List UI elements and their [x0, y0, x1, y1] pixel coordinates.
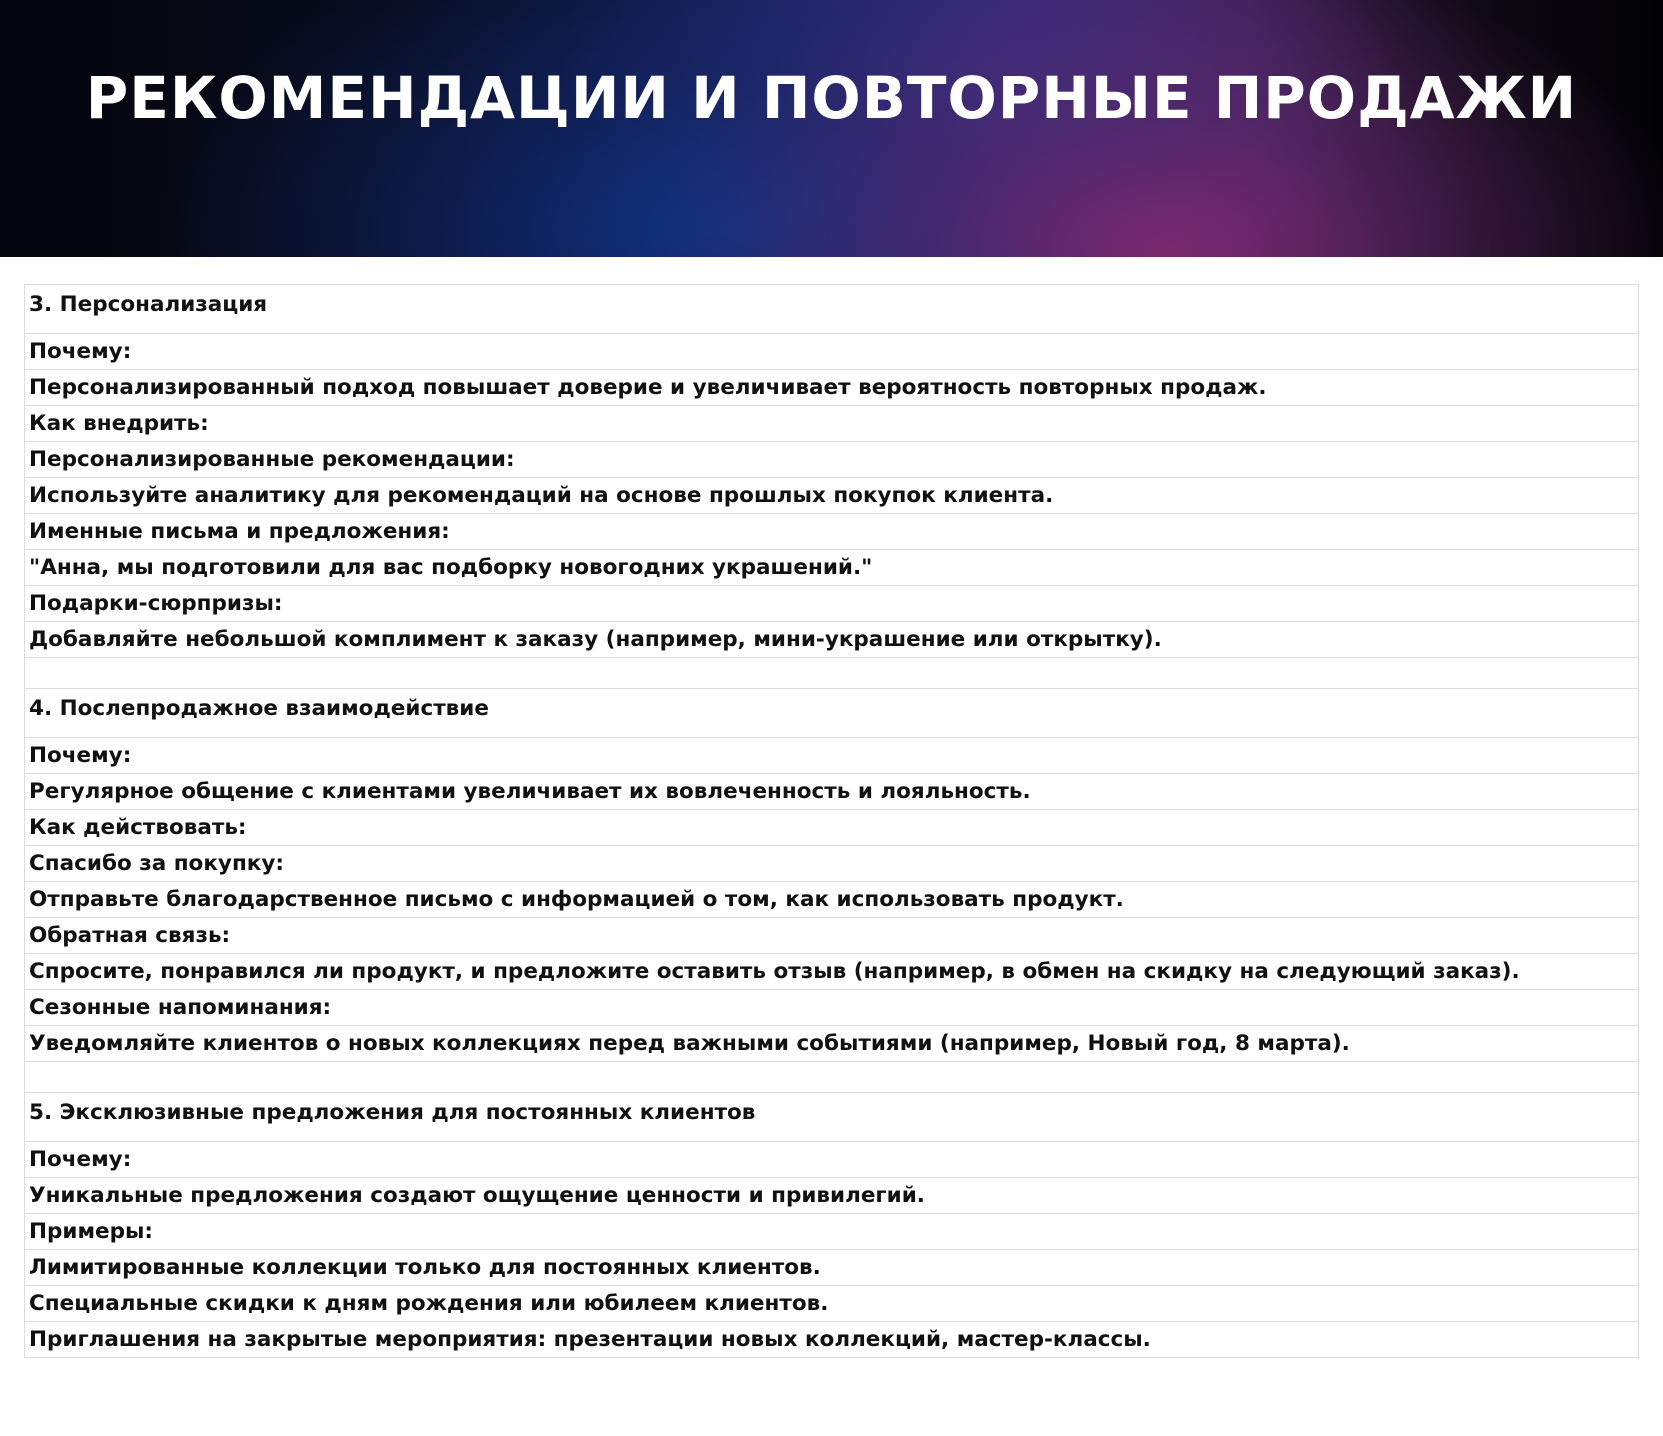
- table-row: [25, 1250, 1639, 1286]
- table-row: [25, 1026, 1639, 1062]
- row-text: Персонализированный подход повышает доверие и увеличивает вероятность повторных продаж.: [29, 375, 1267, 400]
- blank-cell: [25, 658, 1639, 689]
- blank-row: [25, 658, 1639, 689]
- blank-row: [25, 1062, 1639, 1093]
- table-row: [25, 514, 1639, 550]
- row-text: Именные письма и предложения:: [29, 519, 450, 544]
- section-heading-row: [25, 689, 1639, 738]
- table-row: [25, 334, 1639, 370]
- table-row: [25, 774, 1639, 810]
- table-row: [25, 478, 1639, 514]
- row-text: Почему:: [29, 743, 132, 768]
- row-text: Спросите, понравился ли продукт, и предложите оставить отзыв (например, в обмен на скидку на следующий заказ).: [29, 959, 1520, 984]
- table-row: [25, 846, 1639, 882]
- row-text: Добавляйте небольшой комплимент к заказу (например, мини-украшение или открытку).: [29, 627, 1162, 652]
- section-heading: 4. Послепродажное взаимодействие: [29, 696, 489, 721]
- row-text: Как внедрить:: [29, 411, 209, 436]
- row-text: "Анна, мы подготовили для вас подборку новогодних украшений.": [29, 555, 873, 580]
- row-text: Как действовать:: [29, 815, 247, 840]
- table-row: [25, 442, 1639, 478]
- table-row: [25, 1322, 1639, 1358]
- table-row: [25, 586, 1639, 622]
- row-text: Сезонные напоминания:: [29, 995, 332, 1020]
- section-heading: 3. Персонализация: [29, 292, 268, 317]
- row-text: Персонализированные рекомендации:: [29, 447, 515, 472]
- table-row: [25, 810, 1639, 846]
- row-text: Используйте аналитику для рекомендаций на основе прошлых покупок клиента.: [29, 483, 1054, 508]
- section-heading-row: [25, 285, 1639, 334]
- table-row: [25, 1214, 1639, 1250]
- row-text: Спасибо за покупку:: [29, 851, 284, 876]
- table-row: [25, 1286, 1639, 1322]
- table-row: [25, 918, 1639, 954]
- row-text: Уникальные предложения создают ощущение ценности и привилегий.: [29, 1183, 925, 1208]
- row-text: Почему:: [29, 339, 132, 364]
- section-heading: 5. Эксклюзивные предложения для постоянных клиентов: [29, 1100, 756, 1125]
- table-row: [25, 990, 1639, 1026]
- table-row: [25, 622, 1639, 658]
- table-row: [25, 1178, 1639, 1214]
- table-row: [25, 550, 1639, 586]
- table-row: [25, 882, 1639, 918]
- row-text: Уведомляйте клиентов о новых коллекциях перед важными событиями (например, Новый год, 8 марта).: [29, 1031, 1350, 1056]
- section-heading-row: [25, 1093, 1639, 1142]
- row-text: Примеры:: [29, 1219, 154, 1244]
- row-text: Регулярное общение с клиентами увеличивает их вовлеченность и лояльность.: [29, 779, 1031, 804]
- table-row: [25, 370, 1639, 406]
- page-title: РЕКОМЕНДАЦИИ И ПОВТОРНЫЕ ПРОДАЖИ: [85, 64, 1578, 132]
- row-text: Отправьте благодарственное письмо с информацией о том, как использовать продукт.: [29, 887, 1124, 912]
- content-table: [24, 284, 1639, 1358]
- row-text: Подарки-сюрпризы:: [29, 591, 283, 616]
- table-row: [25, 738, 1639, 774]
- row-text: Специальные скидки к дням рождения или юбилеем клиентов.: [29, 1291, 829, 1316]
- row-text: Приглашения на закрытые мероприятия: презентации новых коллекций, мастер-классы.: [29, 1327, 1151, 1352]
- header-banner: [0, 0, 1663, 257]
- table-row: [25, 406, 1639, 442]
- row-text: Обратная связь:: [29, 923, 231, 948]
- table-row: [25, 954, 1639, 990]
- blank-cell: [25, 1062, 1639, 1093]
- row-text: Лимитированные коллекции только для постоянных клиентов.: [29, 1255, 821, 1280]
- table-row: [25, 1142, 1639, 1178]
- row-text: Почему:: [29, 1147, 132, 1172]
